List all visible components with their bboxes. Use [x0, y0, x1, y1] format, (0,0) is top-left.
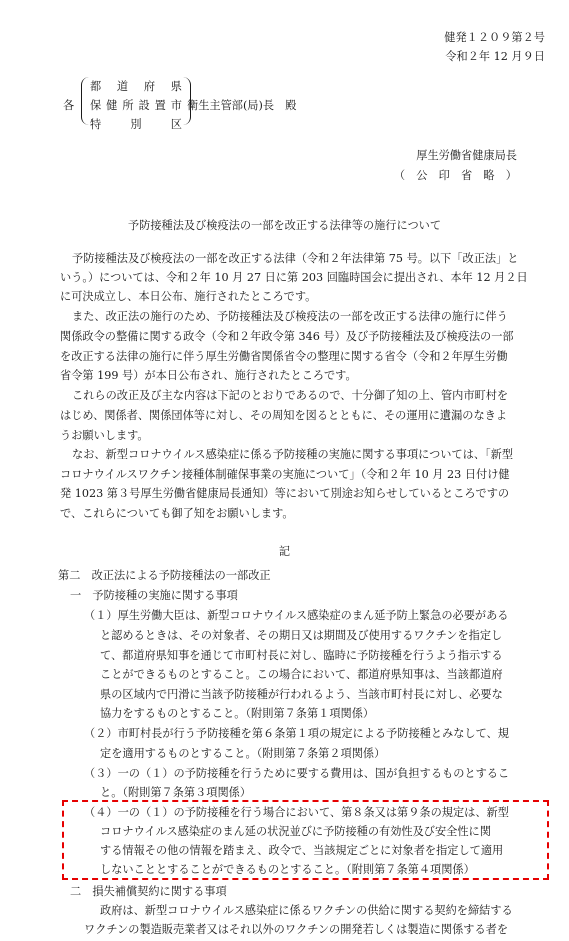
addressee-title: 衛生主管部(局)長 殿: [187, 99, 297, 112]
body-line: はじめ、関係者、関係団体等に対し、その周知を図るとともに、その運用に遺漏のなきよ: [60, 409, 508, 422]
addressee-line: 保健所設置市: [90, 99, 182, 112]
document-number: 健発１２０９第２号: [444, 31, 545, 44]
body-line: 予防接種法及び検疫法の一部を改正する法律（令和２年法律第 75 号。以下「改正法」と: [72, 252, 519, 265]
item-line: ことができるものとすること。この場合において、都道府県知事は、当該都道府: [100, 668, 503, 681]
sender-seal: （ 公 印 省 略 ）: [393, 169, 517, 182]
sender-org: 厚生労働省健康局長: [416, 149, 517, 162]
item-line: しないこととすることができるものとすること。（附則第７条第４項関係）: [100, 863, 475, 876]
item-line: 定を適用するものとすること。（附則第７条第２項関係）: [100, 747, 386, 760]
addressee-prefix: 各: [63, 99, 75, 112]
body-line: これらの改正及び主な内容は下記のとおりであるので、十分御了知の上、管内市町村を: [72, 389, 509, 402]
item-line: と認めるときは、その対象者、その期日又は期間及び使用するワクチンを指定し: [100, 629, 503, 642]
section-heading: 第二 改正法による予防接種法の一部改正: [58, 569, 271, 582]
item-line: 協力をするものとすること。（附則第７条第１項関係）: [100, 707, 375, 720]
item-line: （２）市町村長が行う予防接種を第６条第１項の規定による予防接種とみなして、規: [84, 727, 509, 740]
addressee-line: 都 道 府 県: [90, 80, 182, 93]
addressee-line: 特 別 区: [90, 118, 182, 131]
body-line: また、改正法の施行のため、予防接種法及び検疫法の一部を改正する法律の施行に伴う: [72, 310, 508, 323]
body-line: なお、新型コロナウイルス感染症に係る予防接種の実施に関する事項については、「新型: [72, 448, 514, 461]
body-line: で、これらについても御了知をお願いします。: [60, 507, 294, 520]
body-line: 発 1023 第３号厚生労働省健康局長通知）等において別途お知らせしているところですの: [60, 487, 510, 500]
item-line: （１）厚生労働大臣は、新型コロナウイルス感染症のまん延予防上緊急の必要がある: [84, 609, 509, 622]
item-line: 県の区域内で円滑に当該予防接種が行われるよう、当該市町村長に対し、必要な: [100, 688, 503, 701]
subsection-heading: 二 損失補償契約に関する事項: [70, 885, 227, 898]
sub2-line: ワクチンの製造販売業者又はそれ以外のワクチンの開発若しくは製造に関係する者を: [84, 923, 509, 936]
body-line: を改正する法律の施行に伴う厚生労働省関係省令の整理に関する省令（令和２年厚生労働: [60, 350, 508, 363]
body-line: コロナウイルスワクチン接種体制確保事業の実施について」（令和２年 10 月 23 日付け健: [60, 468, 510, 481]
item-line: （３）一の（１）の予防接種を行うために要する費用は、国が負担するものとするこ: [84, 767, 510, 780]
document-date: 令和２年 12 月９日: [445, 50, 545, 63]
document-subject: 予防接種法及び検疫法の一部を改正する法律等の施行について: [127, 219, 442, 232]
body-line: 省令第 199 号）が本日公布され、施行されたところです。: [60, 369, 357, 382]
body-line: に可決成立し、本日公布、施行されたところです。: [60, 290, 317, 303]
item-line: て、都道府県知事を通じて市町村長に対し、臨時に予防接種を行うよう指示する: [100, 649, 503, 662]
item-line: する情報その他の情報を踏まえ、政令で、当該規定ごとに対象者を指定して適用: [100, 844, 504, 857]
addressee-list: [90, 77, 182, 134]
item-line: と。（附則第７条第３項関係）: [100, 786, 252, 799]
subsection-heading: 一 予防接種の実施に関する事項: [70, 589, 238, 602]
body-line: うお願いします。: [60, 429, 149, 442]
ki-heading: 記: [278, 545, 291, 558]
body-line: 関係政令の整備に関する政令（令和２年政令第 346 号）及び予防接種法及び検疫法の一部: [60, 330, 514, 343]
item-line: コロナウイルス感染症のまん延の状況並びに予防接種の有効性及び安全性に関: [100, 825, 491, 838]
item-line: （４）一の（１）の予防接種を行う場合において、第８条又は第９条の規定は、新型: [84, 806, 509, 819]
sub2-line: 政府は、新型コロナウイルス感染症に係るワクチンの供給に関する契約を締結する: [100, 904, 513, 917]
body-line: いう。）については、令和２年 10 月 27 日に第 203 回臨時国会に提出され、本年 12 月２日: [60, 271, 528, 284]
